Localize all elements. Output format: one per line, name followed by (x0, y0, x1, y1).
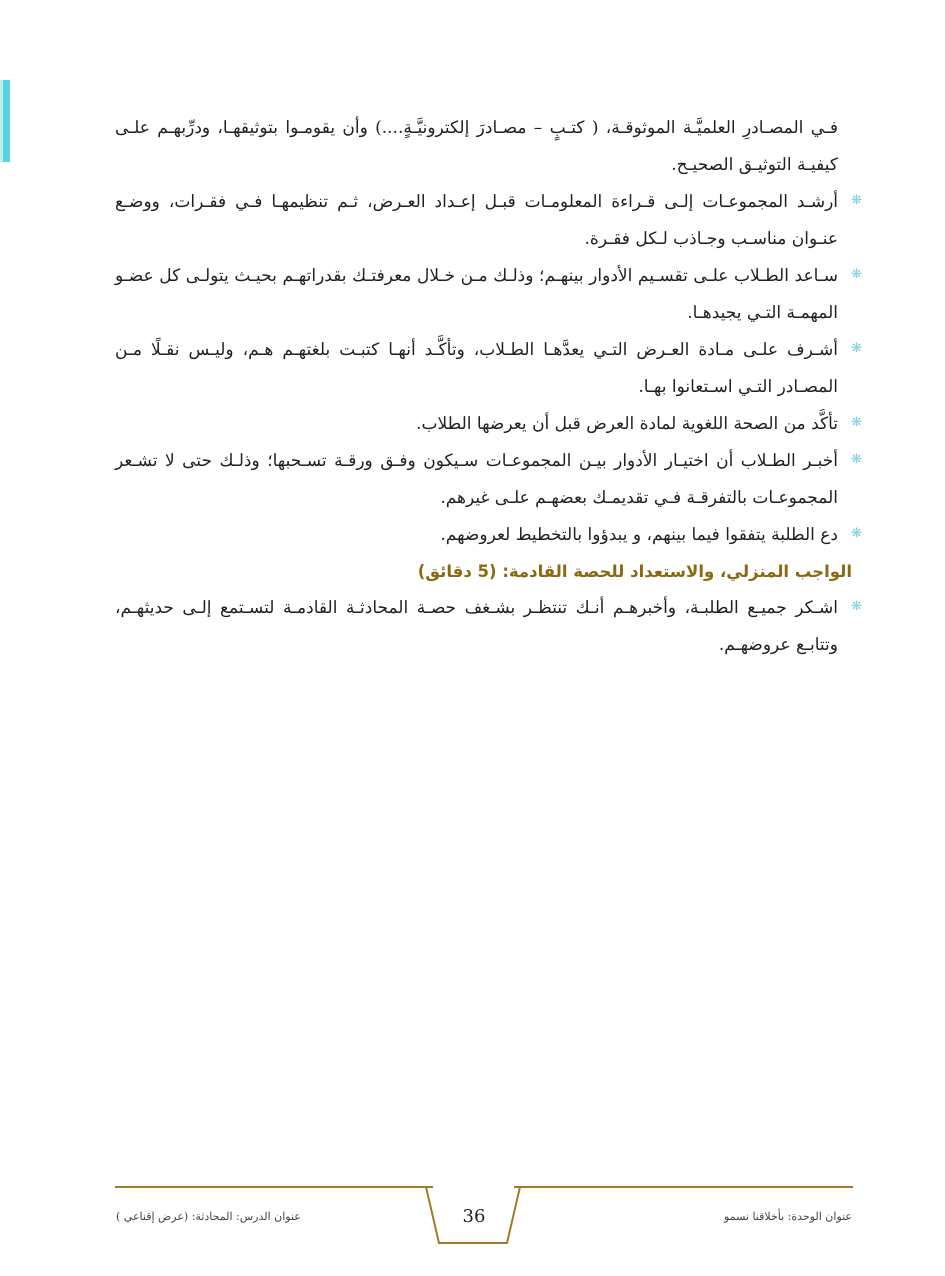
list-item (115, 258, 862, 332)
chapter-edge-tab (0, 80, 10, 162)
bullet-icon: ❋ (851, 452, 862, 467)
list-item (115, 184, 862, 258)
list-item-text: أخبـر الطـلاب أن اختيـار الأدوار بيـن المجموعـات سـيكون وفـق ورقـة تسـحبها؛ وذلـك حتى لا تشـعر المجموعـات بالتفرقـة فـي تقديمـك بعضهـم علـى غيرهم. (115, 451, 838, 508)
homework-heading: الواجب المنزلي، والاستعداد للحصة القادمة: (5 دقائق) (417, 562, 852, 581)
bullet-icon: ❋ (851, 267, 862, 282)
list-item-text: أرشـد المجموعـات إلـى قـراءة المعلومـات قبـل إعـداد العـرض، ثـم تنظيمهـا فـي فقـرات، ووضـع عنـوان مناسـب وجـاذب لـكل فقـرة. (115, 192, 838, 249)
list-item-text: اشـكر جميـع الطلبـة، وأخبرهـم أنـك تنتظـر بشـغف حصـة المحادثـة القادمـة لتسـتمع إلـى حديثهـم، وتتابـع عروضهـم. (115, 598, 838, 655)
list-item (115, 406, 862, 443)
instruction-list (115, 184, 862, 554)
page-number: 36 (462, 1206, 486, 1227)
homework-list (115, 590, 862, 664)
intro-paragraph: فـي المصـادرِ العلميَّـة الموثوقـة، ( كتـبٍ – مصـادرَ إلكترونيَّـةٍ....) وأن يقومـوا بتوثيقهـا، ودرِّبهـم علـى كيفيـة التوثيـق الصحيـح. (115, 118, 838, 175)
list-item-text: سـاعد الطـلاب علـى تقسـيم الأدوار بينهـم؛ وذلـك مـن خـلال معرفتـك بقدراتهـم بحيـث يتولـى كل عضـو المهمـة التـي يجيدهـا. (115, 266, 838, 323)
bullet-icon: ❋ (851, 193, 862, 208)
footer-rule-left (115, 1186, 433, 1188)
bullet-icon: ❋ (851, 526, 862, 541)
list-item-text: دع الطلبة يتفقوا فيما بينهم، و يبدؤوا بالتخطيط لعروضهم. (440, 525, 838, 545)
page-content (115, 110, 862, 664)
list-item (115, 517, 862, 554)
list-item (115, 590, 862, 664)
bullet-icon: ❋ (851, 415, 862, 430)
list-item-text: أشـرف علـى مـادة العـرض التـي يعدَّهـا الطـلاب، وتأكَّـد أنهـا كتبـت بلغتهـم هـم، وليـس نقـلًا مـن المصـادر التـي اسـتعانوا بهـا. (115, 340, 838, 397)
bullet-icon: ❋ (851, 341, 862, 356)
bullet-icon: ❋ (851, 599, 862, 614)
list-item-text: تأكَّد من الصحة اللغوية لمادة العرض قبل أن يعرضها الطلاب. (416, 414, 838, 434)
footer-rule-right (514, 1186, 853, 1188)
list-item (115, 332, 862, 406)
list-item (115, 443, 862, 517)
lesson-title: عنوان الدرس: المحادثة: (عرض إقناعي ) (116, 1210, 301, 1223)
unit-title: عنوان الوحدة: بأخلاقنا نسمو (724, 1210, 852, 1223)
